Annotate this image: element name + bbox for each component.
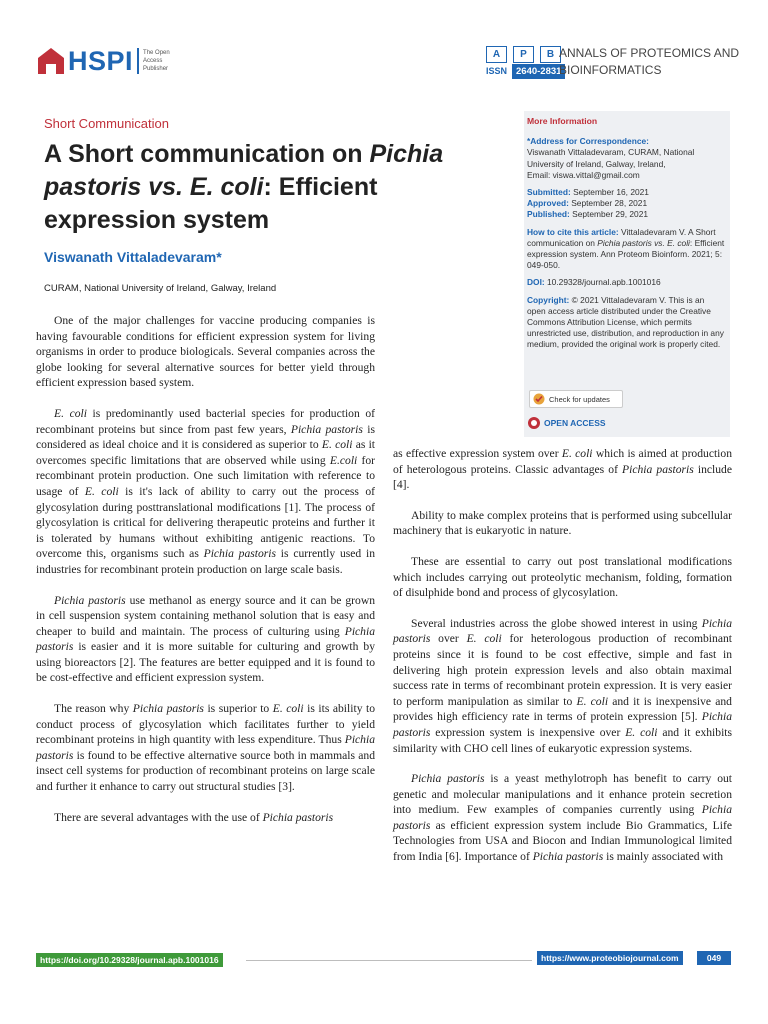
title-italic: Pichia pastoris vs. E. coli	[44, 140, 444, 201]
hspi-logo-icon	[36, 46, 66, 76]
copyright-label: Copyright:	[527, 294, 570, 305]
journal-letter-b: B	[540, 46, 561, 63]
address-text: Viswanath Vittaladevaram, CURAM, National University of Ireland, Galway, Ireland,	[527, 147, 695, 169]
author-affiliation: CURAM, National University of Ireland, Galway, Ireland	[44, 283, 277, 294]
submitted-date: September 16, 2021	[573, 187, 649, 198]
cite-text-2: : Efficient expression system. Ann Proteom Bioinform. 2021; 5: 049-050.	[527, 237, 725, 271]
paragraph: Pichia pastoris use methanol as energy source and it can be grown in cell suspension system containing methanol solution that is easy and cheaper to build and maintain. The process of culturing using Pichia pastoris is easier and it is more suitable for culturing and growth by using bioreactors [2]. The features are better equipped and it is found to be cost-effective and efficient expression system.	[36, 593, 376, 685]
paragraph: These are essential to carry out post translational modifications which includes carrying out proteolytic mechanism, folding, formation of disulphide bond and process of glycosylation.	[393, 554, 732, 600]
publisher-logo	[36, 44, 187, 78]
email-text[interactable]: Email: viswa.vittal@gmail.com	[527, 169, 640, 180]
issn-value: 2640-2831	[512, 64, 565, 79]
approved-date: September 28, 2021	[571, 198, 648, 209]
logo-subtitle-line2: Publisher	[143, 66, 169, 72]
open-access-badge[interactable]	[528, 417, 606, 429]
open-access-icon	[528, 417, 540, 429]
title-part-1: A Short communication on	[44, 140, 370, 168]
crossmark-icon	[533, 393, 545, 405]
logo-divider	[137, 48, 139, 74]
paragraph: as effective expression system over E. coli which is aimed at production of heterologous proteins. Classic advantages of Pichia pastoris include [4].	[393, 447, 733, 492]
address-label: *Address for Correspondence:	[527, 136, 649, 147]
more-information-box	[524, 111, 730, 437]
copyright-text: © 2021 Vittaladevaram V. This is an open access article distributed under the Creative Commons Attribution License, which permits unrestricted use, distribution, and reproduction in any medium, provided the original work is properly cited.	[527, 294, 724, 350]
journal-letters	[486, 46, 561, 63]
cite-text-1: Vittaladevaram V. A Short communication on	[527, 226, 716, 248]
submitted-label: Submitted:	[527, 187, 571, 198]
check-for-updates-label: Check for updates	[549, 394, 610, 404]
article-title	[44, 138, 494, 237]
issn-label: ISSN	[486, 66, 508, 76]
journal-name	[559, 45, 739, 79]
published-label: Published:	[527, 209, 570, 220]
cite-italic: Pichia pastoris vs. E. coli	[597, 237, 690, 248]
author-name[interactable]: Viswanath Vittaladevaram*	[44, 249, 222, 265]
check-for-updates-button[interactable]	[529, 390, 623, 408]
footer-doi-link[interactable]: https://doi.org/10.29328/journal.apb.1001016	[36, 953, 223, 967]
logo-subtitle-line1: The Open Access	[143, 50, 170, 64]
doi-label: DOI:	[527, 277, 545, 288]
doi-value[interactable]: 10.29328/journal.apb.1001016	[547, 277, 661, 288]
footer-site-link[interactable]: https://www.proteobiojournal.com	[537, 951, 683, 965]
title-part-2: : Efficient expression system	[44, 173, 378, 234]
journal-letter-p: P	[513, 46, 534, 63]
logo-text: HSPI	[68, 45, 134, 76]
paragraph: The reason why Pichia pastoris is superior to E. coli is its ability to conduct process of glycosylation which facilitates further to yield recombinant proteins in high quantity with less expenditure. Thus Pichia pastoris is found to be effective alternative source both in mammals and insect cell systems for production of recombinant proteins on large scale and further it enhance to carry out structural studies [3].	[36, 702, 376, 794]
paragraph: Several industries across the globe showed interest in using Pichia pastoris over E. coli for heterologous production of recombinant proteins since it is found to be cost effective, simple and fast in delivering high protein expression levels and also obtain maximal success rate in terms of recombinant protein expression. It is very easier to perform manipulation as similar to E. coli and it is inexpensive and provides high efficiency rate in terms of protein expression [5]. Pichia pastoris expression system is inexpensive over E. coli and it exhibits similarity with CHO cell lines of eukaryotic expression systems.	[393, 616, 733, 755]
journal-name-line2: BIOINFORMATICS	[559, 63, 662, 77]
approved-label: Approved:	[527, 198, 569, 209]
body-column-right	[393, 446, 732, 865]
more-information-heading: More Information	[527, 116, 598, 126]
footer-divider	[246, 960, 532, 961]
journal-name-line1: ANNALS OF PROTEOMICS AND	[559, 46, 740, 60]
body-column-left	[36, 313, 375, 825]
open-access-label: OPEN ACCESS	[544, 418, 606, 428]
section-label: Short Communication	[44, 116, 169, 131]
paragraph: There are several advantages with the use of Pichia pastoris	[54, 810, 334, 824]
paragraph: Ability to make complex proteins that is performed using subcellular machinery that is eukaryotic in nature.	[393, 508, 732, 538]
published-date: September 29, 2021	[572, 209, 649, 220]
paragraph: One of the major challenges for vaccine producing companies is having favourable conditions for efficient expression system for living organisms in order to produce biologicals. Several companies across the globe looking for several alternative sources for better yield through efficient expression based system.	[36, 314, 375, 390]
paragraph: E. coli is predominantly used bacterial species for production of recombinant proteins but since from past few years, Pichia pastoris is considered as ideal choice and it is considered as superior to E. coli as it overcomes specific limitations that are observed while using E.coli for recombinant protein production. One such limitation with reference to usage of E. coli is it's lack of ability to carry out the process of glycosylation during posttranslational modifications [1]. The process of glycosylation is critical for delivering therapeutic proteins and further it is tolerated by humans without exhibiting antigenic reactions. To overcome this, organisms such as Pichia pastoris is currently used in industries for recombinant protein production on large scale basis.	[36, 406, 376, 576]
logo-subtitle	[143, 49, 187, 73]
paragraph: Pichia pastoris is a yeast methylotroph has benefit to carry out genetic and molecular manipulations and it enhance protein secretion into medium. Few examples of companies currently using Pichia pastoris as efficient expression system include Bio Grammatics, Life Technologies from USA and Biocon and Indian Immunological limited from India [6]. Importance of Pichia pastoris is mainly associated with	[393, 772, 733, 864]
page-number: 049	[697, 951, 731, 965]
cite-label: How to cite this article:	[527, 226, 619, 237]
journal-letter-a: A	[486, 46, 507, 63]
